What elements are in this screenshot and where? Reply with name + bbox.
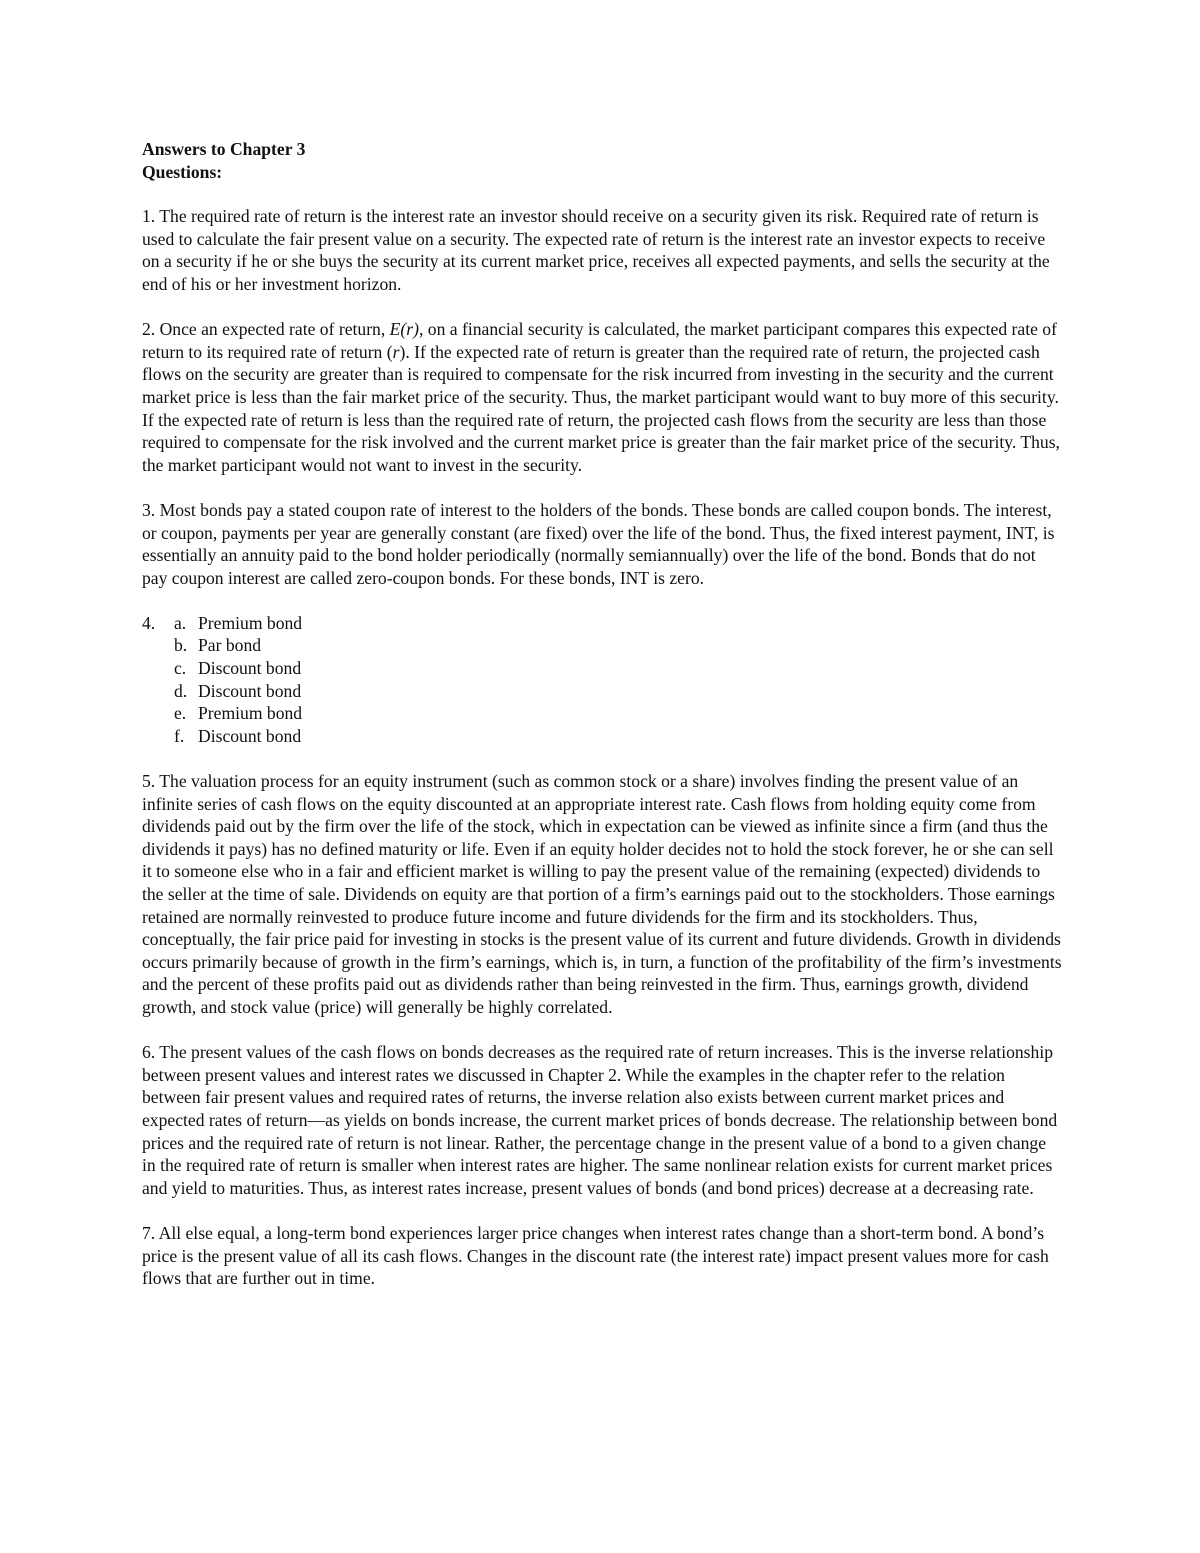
- answer-1: 1. The required rate of return is the interest rate an investor should receive on a security given its risk. Required rate of return is used to calculate the fair present value on a security. The expected rate of return is the interest rate an investor expects to receive on a security if he or she buys the security at its current market price, receives all expected payments, and sells the security at the end of his or her investment horizon.: [142, 206, 1050, 294]
- answer-4-item: [142, 634, 1064, 657]
- item-text: Premium bond: [198, 612, 303, 633]
- answer-2-part-1: 2. Once an expected rate of return,: [142, 319, 390, 340]
- answer-4-item: [142, 725, 1064, 748]
- answer-4-item: [142, 702, 1064, 725]
- answer-2: [142, 318, 1064, 476]
- item-text: Par bond: [198, 635, 262, 656]
- answer-2-part-2: , on a financial security is calculated, the market participant compares this expected rate of return to its required rate of return (: [142, 319, 1057, 362]
- required-return-symbol: r: [392, 341, 400, 362]
- document-title: Answers to Chapter 3: [142, 139, 306, 159]
- item-text: Discount bond: [198, 725, 302, 746]
- item-letter: b.: [174, 635, 188, 656]
- document-page: [142, 138, 1064, 1312]
- item-letter: d.: [174, 680, 188, 701]
- answer-7: 7. All else equal, a long-term bond experiences larger price changes when interest rates change than a short-term bond. A bond’s price is the present value of all its cash flows. Changes in the discount rate (the interest rate) impact present values more for cash flows that are further out in time.: [142, 1222, 1049, 1289]
- item-text: Premium bond: [198, 703, 303, 724]
- answer-4-number: 4.: [142, 612, 156, 633]
- answer-3: 3. Most bonds pay a stated coupon rate of interest to the holders of the bonds. These bonds are called coupon bonds. The interest, or coupon, payments per year are generally constant (are fixed) over the life of the bond. Thus, the fixed interest payment, INT, is essentially an annuity paid to the bond holder periodically (normally semiannually) over the life of the bond. Bonds that do not pay coupon interest are called zero-coupon bonds. For these bonds, INT is zero.: [142, 499, 1055, 588]
- expected-return-symbol: E(r): [389, 319, 419, 340]
- answer-4-item: [142, 612, 1064, 635]
- item-text: Discount bond: [198, 680, 302, 701]
- item-letter: f.: [174, 725, 185, 746]
- answer-4-item: [142, 657, 1064, 680]
- answer-4-item: [142, 680, 1064, 703]
- answer-2-part-3: ). If the expected rate of return is greater than the required rate of return, the projected cash flows on the security are greater than is required to compensate for the risk incurred from investing in the security and the current market price is less than the fair market price of the security. Thus, the market participant would want to buy more of this security. If the expected rate of return is less than the required rate of return, the projected cash flows from the security are less than those required to compensate for the risk involved and the current market price is greater than the fair market price of the security. Thus, the market participant would not want to invest in the security.: [142, 341, 1060, 475]
- document-subtitle: Questions:: [142, 161, 223, 182]
- answer-5: 5. The valuation process for an equity instrument (such as common stock or a share) involves finding the present value of an infinite series of cash flows on the equity discounted at an appropriate interest rate. Cash flows from holding equity come from dividends paid out by the firm over the life of the stock, which in expectation can be viewed as infinite since a firm (and thus the dividends it pays) has no defined maturity or life. Even if an equity holder decides not to hold the stock forever, he or she can sell it to someone else who in a fair and efficient market is willing to pay the present value of the remaining (expected) dividends to the seller at the time of sale. Dividends on equity are that portion of a firm’s earnings paid out to the stockholders. Those earnings retained are normally reinvested to produce future income and future dividends for the firm and its stockholders. Thus, conceptually, the fair price paid for investing in stocks is the present value of its current and future dividends. Growth in dividends occurs primarily because of growth in the firm’s earnings, which is, in turn, a function of the profitability of the firm’s investments and the percent of these profits paid out as dividends rather than being reinvested in the firm. Thus, earnings growth, dividend growth, and stock value (price) will generally be highly correlated.: [142, 771, 1062, 1017]
- item-letter: a.: [174, 612, 187, 633]
- item-text: Discount bond: [198, 658, 302, 679]
- item-letter: e.: [174, 703, 187, 724]
- item-letter: c.: [174, 658, 187, 679]
- answer-4: [142, 612, 1064, 748]
- answer-6: 6. The present values of the cash flows on bonds decreases as the required rate of return increases. This is the inverse relationship between present values and interest rates we discussed in Chapter 2. While the examples in the chapter refer to the relation between fair present values and required rates of returns, the inverse relation also exists between current market prices and expected rates of return—as yields on bonds increase, the current market prices of bonds decrease. The relationship between bond prices and the required rate of return is not linear. Rather, the percentage change in the present value of a bond to a given change in the required rate of return is smaller when interest rates are higher. The same nonlinear relation exists for current market prices and yield to maturities. Thus, as interest rates increase, present values of bonds (and bond prices) decrease at a decreasing rate.: [142, 1042, 1058, 1198]
